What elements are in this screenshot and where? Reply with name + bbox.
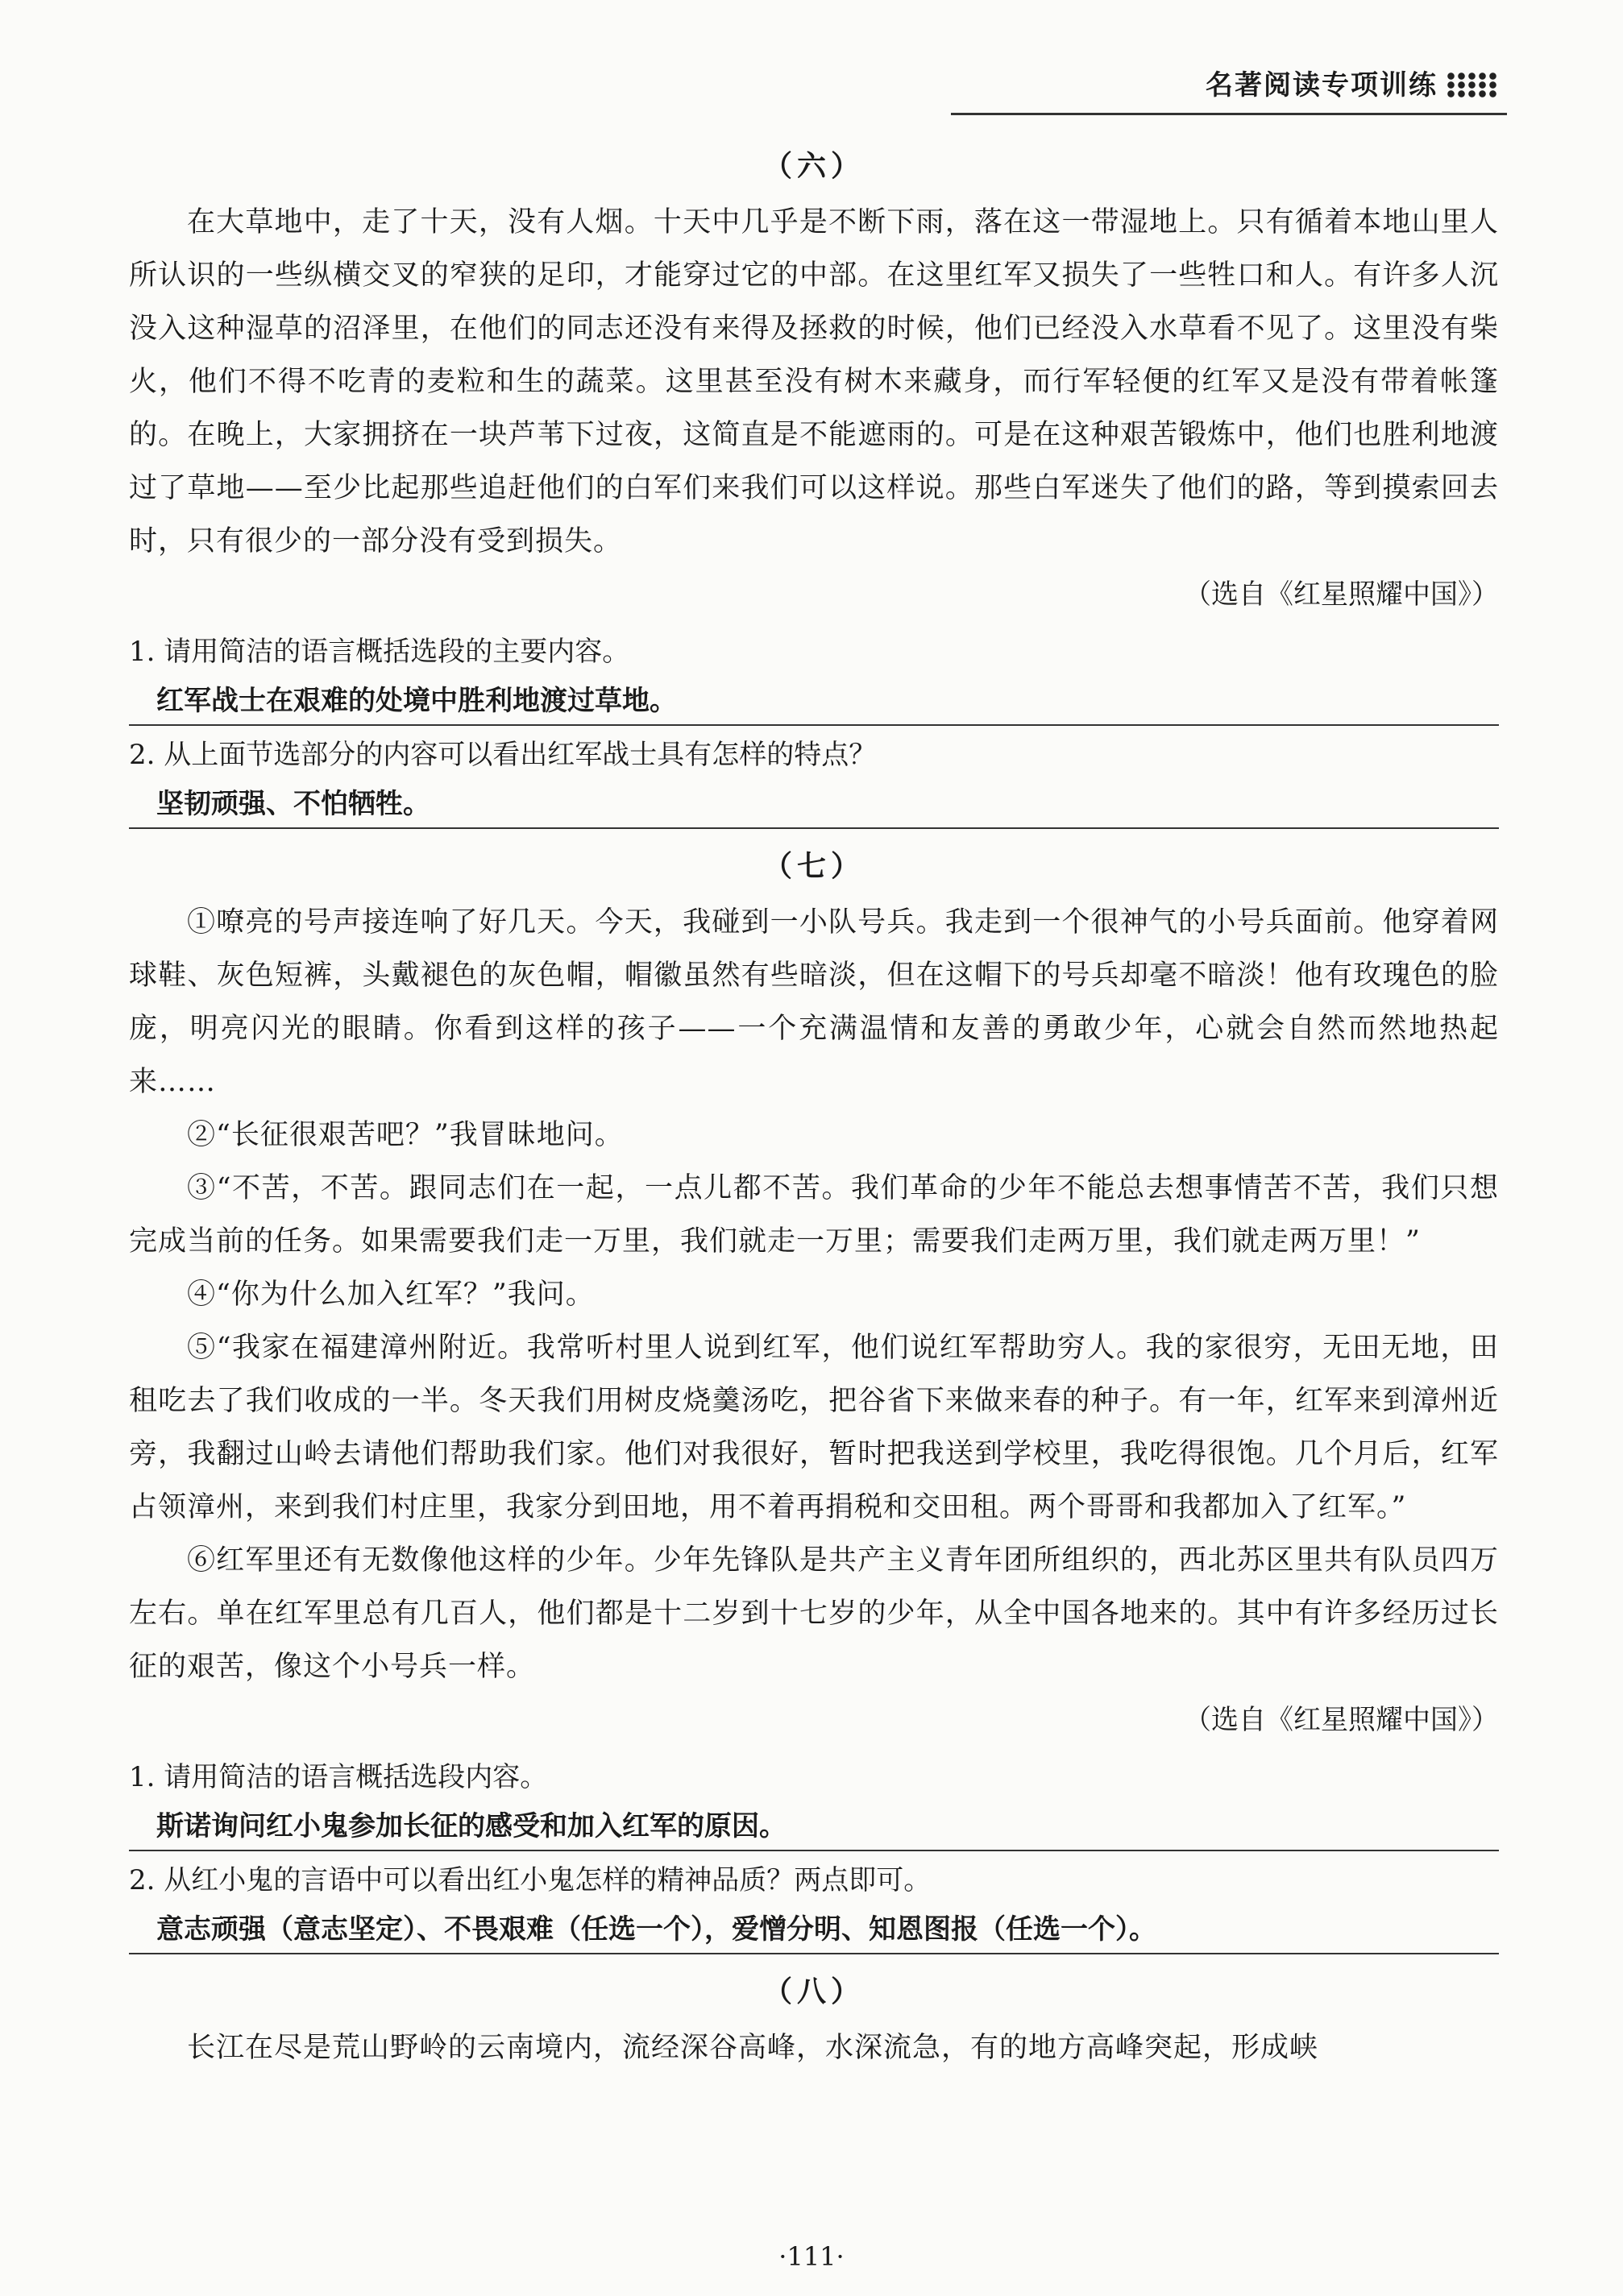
dots-decoration-icon [1446,72,1499,97]
question-1: 1. 请用简洁的语言概括选段内容。 [129,1761,548,1793]
page-content [129,129,1499,2074]
page-number: ·111· [778,2241,845,2272]
section-6 [129,143,1499,829]
question-1: 1. 请用简洁的语言概括选段的主要内容。 [129,636,630,668]
question-2: 2. 从上面节选部分的内容可以看出红军战士具有怎样的特点？ [129,739,877,771]
passage-paragraph: ⑤“我家在福建漳州附近。我常听村里人说到红军，他们说红军帮助穷人。我的家很穷，无田无地，田租吃去了我们收成的一半。冬天我们用树皮烧羹汤吃，把谷省下来做来春的种子。有一年，红军来到漳州近旁，我翻过山岭去请他们帮助我们家。他们对我很好，暂时把我送到学校里，我吃得很饱。几个月后，红军占领漳州，来到我们村庄里，我家分到田地，用不着再捐税和交田租。两个哥哥和我都加入了红军。” [129,1332,1499,1523]
passage-paragraph: ③“不苦，不苦。跟同志们在一起，一点儿都不苦。我们革命的少年不能总去想事情苦不苦，我们只想完成当前的任务。如果需要我们走一万里，我们就走一万里；需要我们走两万里，我们就走两万里！” [129,1172,1499,1258]
header-title-wrap [951,63,1499,102]
answer-1: 红军战士在艰难的处境中胜利地渡过草地。 [129,678,1499,726]
section-7 [129,843,1499,1954]
answer-1: 斯诺询问红小鬼参加长征的感受和加入红军的原因。 [129,1803,1499,1851]
header-title: 名著阅读专项训练 [1206,69,1438,102]
passage-paragraph: ②“长征很艰苦吧？”我冒昧地问。 [187,1119,624,1151]
passage-paragraph: 长江在尽是荒山野岭的云南境内，流经深谷高峰，水深流急，有的地方高峰突起，形成峡 [187,2032,1319,2064]
passage-paragraph: ①嘹亮的号声接连响了好几天。今天，我碰到一小队号兵。我走到一个很神气的小号兵面前。他穿着网球鞋、灰色短裤，头戴褪色的灰色帽，帽徽虽然有些暗淡，但在这帽下的号兵却毫不暗淡！他有玫瑰色的脸庞，明亮闪光的眼睛。你看到这样的孩子——一个充满温情和友善的勇敢少年，心就会自然而然地热起来…… [129,906,1499,1098]
source-citation: （选自《红星照耀中国》） [1184,1704,1499,1736]
source-citation: （选自《红星照耀中国》） [1184,578,1499,611]
header-divider [951,113,1507,115]
passage-paragraph: ⑥红军里还有无数像他这样的少年。少年先锋队是共产主义青年团所组织的，西北苏区里共有队员四万左右。单在红军里总有几百人，他们都是十二岁到十七岁的少年，从全中国各地来的。其中有许多经历过长征的艰苦，像这个小号兵一样。 [129,1544,1499,1683]
answer-2: 坚韧顽强、不怕牺牲。 [129,781,1499,829]
section-title: （八） [762,1975,865,2008]
answer-2: 意志顽强（意志坚定）、不畏艰难（任选一个），爱憎分明、知恩图报（任选一个）。 [129,1906,1499,1954]
section-title: （七） [762,849,865,883]
passage-paragraph: ④“你为什么加入红军？”我问。 [187,1279,595,1311]
section-8 [129,1969,1499,2074]
passage-paragraph: 在大草地中，走了十天，没有人烟。十天中几乎是不断下雨，落在这一带湿地上。只有循着本地山里人所认识的一些纵横交叉的窄狭的足印，才能穿过它的中部。在这里红军又损失了一些牲口和人。有许多人沉没入这种湿草的沼泽里，在他们的同志还没有来得及拯救的时候，他们已经没入水草看不见了。这里没有柴火，他们不得不吃青的麦粒和生的蔬菜。这里甚至没有树木来藏身，而行军轻便的红军又是没有带着帐篷的。在晚上，大家拥挤在一块芦苇下过夜，这简直是不能遮雨的。可是在这种艰苦锻炼中，他们也胜利地渡过了草地——至少比起那些追赶他们的白军们来我们可以这样说。那些白军迷失了他们的路，等到摸索回去时，只有很少的一部分没有受到损失。 [129,206,1499,557]
section-title: （六） [762,149,865,183]
question-2: 2. 从红小鬼的言语中可以看出红小鬼怎样的精神品质？两点即可。 [129,1864,932,1896]
